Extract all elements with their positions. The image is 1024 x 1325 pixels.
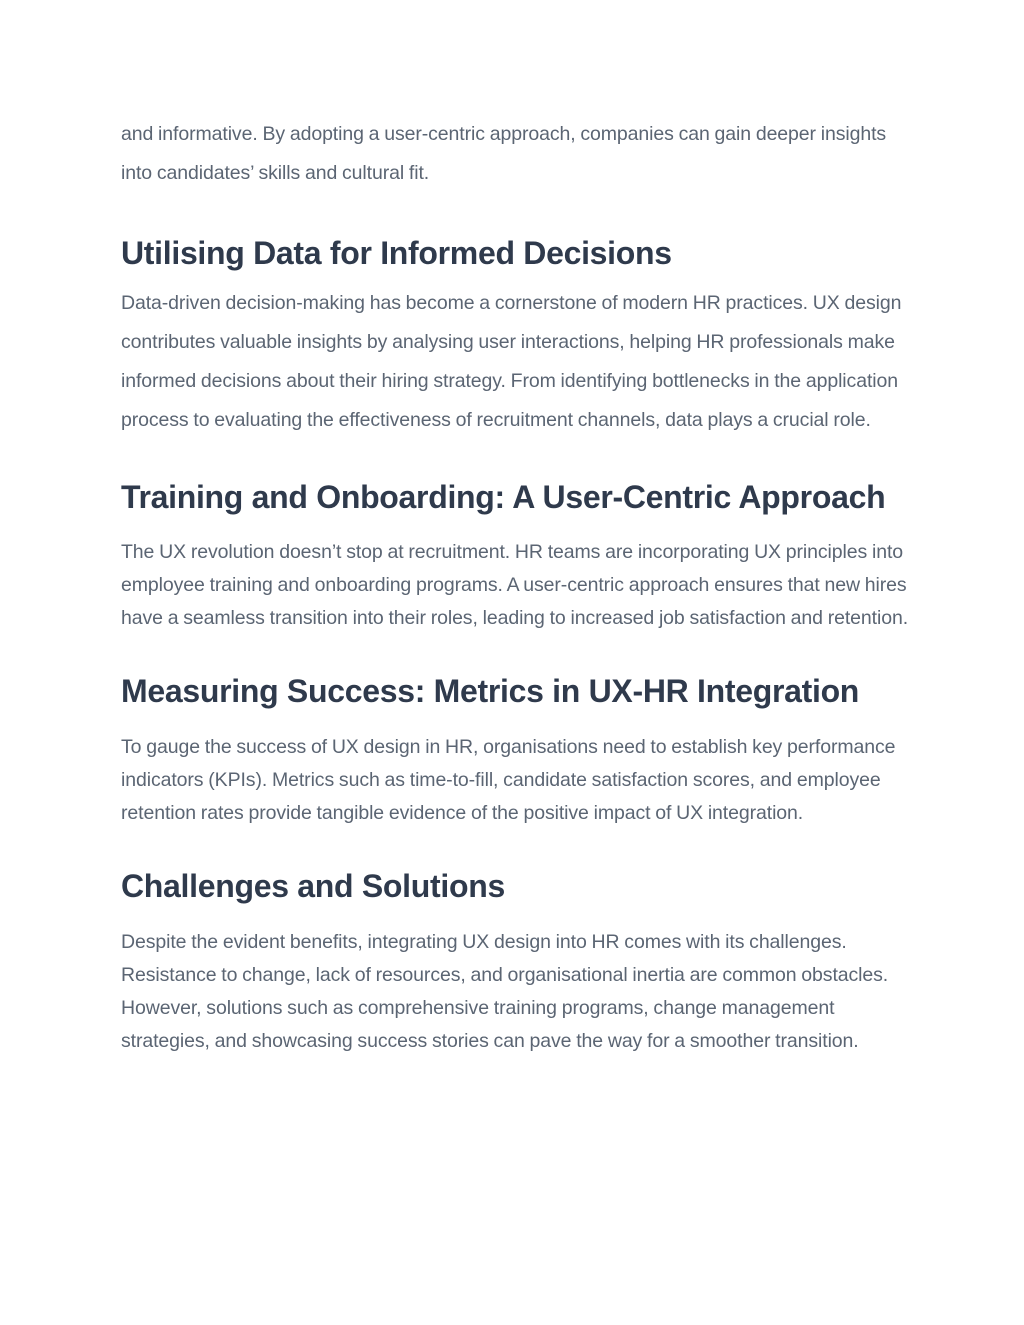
intro-paragraph: and informative. By adopting a user-centric approach, companies can gain deeper insights into candidates’ skills and cultural fit. (121, 123, 887, 184)
section-heading-challenges: Challenges and Solutions (121, 868, 505, 904)
section-body-challenges: Despite the evident benefits, integrating UX design into HR comes with its challenges. Resistance to change, lack of resources, and organisational inertia are common obstacles. However, solutions such as comprehensive training programs, change management strategies, and showcasing success stories can pave the way for a smoother transition. (121, 931, 889, 1052)
section-body-measuring-success: To gauge the success of UX design in HR, organisations need to establish key performance indicators (KPIs). Metrics such as time-to-fill, candidate satisfaction scores, and employee retention rates provide tangible evidence of the positive impact of UX integration. (121, 736, 896, 824)
section-heading-measuring-success: Measuring Success: Metrics in UX-HR Integration (121, 673, 860, 709)
document-page (121, 115, 911, 1058)
section-heading-training-onboarding: Training and Onboarding: A User-Centric Approach (121, 479, 886, 515)
section-body-utilising-data: Data-driven decision-making has become a cornerstone of modern HR practices. UX design contributes valuable insights by analysing user interactions, helping HR professionals make informed decisions about their hiring strategy. From identifying bottlenecks in the application process to evaluating the effectiveness of recruitment channels, data plays a crucial role. (121, 292, 902, 431)
section-body-training-onboarding: The UX revolution doesn’t stop at recruitment. HR teams are incorporating UX principles into employee training and onboarding programs. A user-centric approach ensures that new hires have a seamless transition into their roles, leading to increased job satisfaction and retention. (121, 541, 909, 629)
section-heading-utilising-data: Utilising Data for Informed Decisions (121, 235, 672, 271)
